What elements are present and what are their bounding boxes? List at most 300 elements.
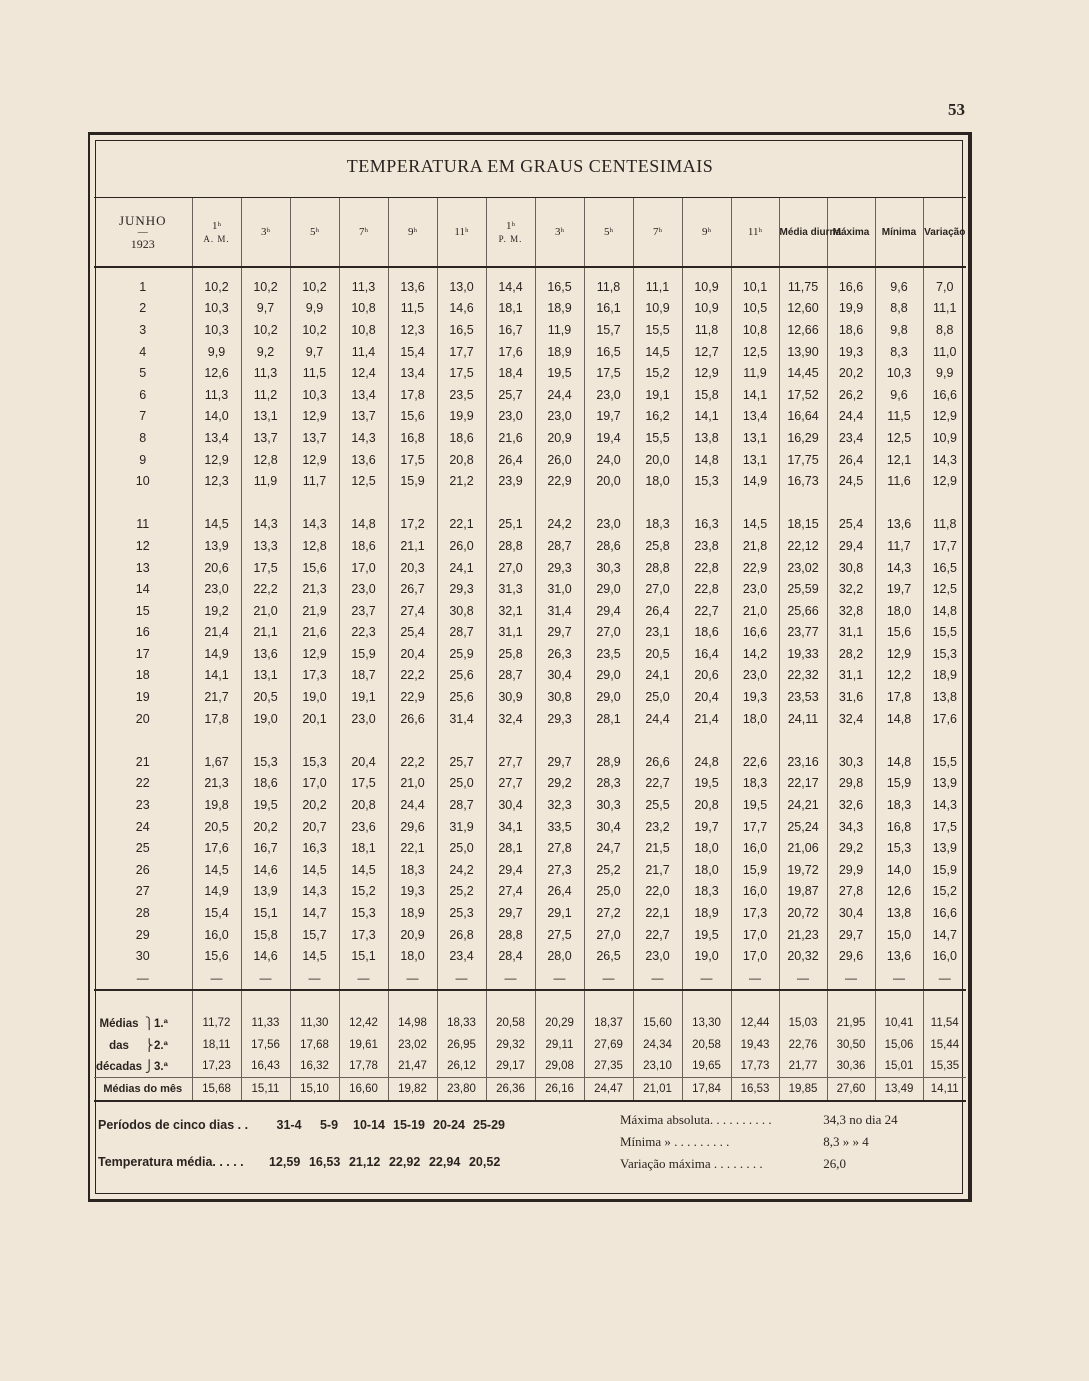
decade-value-cell: 19,43 xyxy=(731,1034,779,1056)
min-header-label: Mínima xyxy=(881,227,917,238)
day-cell: 7 xyxy=(139,409,147,424)
value-cell: 21,7 xyxy=(192,686,241,708)
decade-value-cell: 11,54 xyxy=(923,1012,966,1034)
value-cell: 15,9 xyxy=(339,643,388,665)
value-cell: 14,1 xyxy=(192,665,241,687)
value-cell: 16,8 xyxy=(388,427,437,449)
gap-cell xyxy=(682,492,731,514)
value-cell: 23,0 xyxy=(339,708,388,730)
value-cell: 16,7 xyxy=(241,837,290,859)
value-cell: 15,1 xyxy=(339,945,388,967)
decade-value-cell: 17,23 xyxy=(192,1055,241,1077)
value-cell: 12,8 xyxy=(290,535,339,557)
value-cell: 15,2 xyxy=(339,881,388,903)
value-cell: 18,6 xyxy=(241,773,290,795)
month-mean-cell: 16,53 xyxy=(731,1077,779,1100)
value-cell: 26,7 xyxy=(388,578,437,600)
value-cell: 21,6 xyxy=(486,427,535,449)
max-abs-value: 34,3 no dia 24 xyxy=(823,1112,898,1127)
value-cell: 24,4 xyxy=(827,406,875,428)
value-cell: 18,0 xyxy=(633,470,682,492)
day-cell: 13 xyxy=(135,560,150,575)
value-cell: 22,1 xyxy=(388,837,437,859)
table-row xyxy=(94,362,966,384)
sep-cell xyxy=(192,990,241,1013)
value-cell: 14,8 xyxy=(923,600,966,622)
hour-label: 7ʰ xyxy=(358,226,369,238)
hour-header-6 xyxy=(486,198,535,268)
value-cell: 16,73 xyxy=(779,470,827,492)
hour-header-7 xyxy=(535,198,584,268)
value-cell: 18,3 xyxy=(682,881,731,903)
value-cell: 18,6 xyxy=(682,622,731,644)
table-row xyxy=(94,751,966,773)
day-cell: 4 xyxy=(139,344,147,359)
hour-label: 11ʰ xyxy=(454,226,469,238)
max-header xyxy=(827,198,875,268)
min-row xyxy=(620,1134,898,1156)
value-cell: 16,6 xyxy=(827,267,875,298)
value-cell: 15,4 xyxy=(192,902,241,924)
dash-cell: — xyxy=(535,967,584,990)
period-value: 10-14 xyxy=(353,1118,385,1132)
gap-cell xyxy=(779,492,827,514)
value-cell: 19,1 xyxy=(633,384,682,406)
value-cell: 23,0 xyxy=(633,945,682,967)
value-cell: 12,7 xyxy=(682,341,731,363)
value-cell: 14,6 xyxy=(241,859,290,881)
value-cell: 27,4 xyxy=(388,600,437,622)
decade-value-cell: 18,33 xyxy=(437,1012,486,1034)
hour-header-5 xyxy=(437,198,486,268)
value-cell: 10,9 xyxy=(682,267,731,298)
value-cell: 27,8 xyxy=(535,837,584,859)
value-cell: 10,3 xyxy=(192,319,241,341)
table-row xyxy=(94,535,966,557)
value-cell: 22,0 xyxy=(633,881,682,903)
decade-value-cell: 29,17 xyxy=(486,1055,535,1077)
gap-cell xyxy=(241,492,290,514)
month-mean-row xyxy=(94,1077,966,1100)
value-cell: 19,33 xyxy=(779,643,827,665)
value-cell: 30,8 xyxy=(437,600,486,622)
value-cell: 24,1 xyxy=(437,557,486,579)
decade-value-cell: 30,36 xyxy=(827,1055,875,1077)
value-cell: 13,4 xyxy=(731,406,779,428)
gap-cell xyxy=(437,729,486,751)
value-cell: 23,7 xyxy=(339,600,388,622)
value-cell: 14,9 xyxy=(192,643,241,665)
sep-cell xyxy=(437,990,486,1013)
month-label: JUNHO xyxy=(118,212,167,228)
value-cell: 13,4 xyxy=(388,362,437,384)
sep-cell xyxy=(388,990,437,1013)
value-cell: 12,1 xyxy=(875,449,923,471)
value-cell: 1,67 xyxy=(192,751,241,773)
gap-cell xyxy=(388,492,437,514)
value-cell: 16,5 xyxy=(584,341,633,363)
value-cell: 25,3 xyxy=(437,902,486,924)
day-cell: 9 xyxy=(139,452,147,467)
daily-mean-header xyxy=(779,198,842,268)
value-cell: 23,0 xyxy=(535,406,584,428)
gap-cell xyxy=(827,492,875,514)
value-cell: 14,0 xyxy=(875,859,923,881)
value-cell: 20,7 xyxy=(290,816,339,838)
decade-value-cell: 12,44 xyxy=(731,1012,779,1034)
gap-cell xyxy=(437,492,486,514)
decade-value-cell: 15,44 xyxy=(923,1034,966,1056)
value-cell: 14,5 xyxy=(339,859,388,881)
decade-ordinal: 3.ª xyxy=(154,1061,168,1074)
max-abs-row xyxy=(620,1112,898,1134)
value-cell: 18,3 xyxy=(875,794,923,816)
value-cell: 29,8 xyxy=(827,773,875,795)
value-cell: 18,6 xyxy=(827,319,875,341)
table-row xyxy=(94,837,966,859)
value-cell: 20,6 xyxy=(192,557,241,579)
value-cell: 28,8 xyxy=(633,557,682,579)
value-cell: 28,9 xyxy=(584,751,633,773)
day-cell: 5 xyxy=(139,366,147,381)
value-cell: 26,8 xyxy=(437,924,486,946)
value-cell: 13,1 xyxy=(731,449,779,471)
value-cell: 25,8 xyxy=(633,535,682,557)
value-cell: 23,0 xyxy=(339,578,388,600)
value-cell: 22,7 xyxy=(682,600,731,622)
value-cell: 9,7 xyxy=(241,298,290,320)
value-cell: 17,3 xyxy=(731,902,779,924)
max-header-label: Máxima xyxy=(832,227,870,238)
value-cell: 18,0 xyxy=(682,837,731,859)
value-cell: 20,9 xyxy=(388,924,437,946)
value-cell: 15,3 xyxy=(875,837,923,859)
table-row xyxy=(94,686,966,708)
value-cell: 13,1 xyxy=(241,665,290,687)
value-cell: 23,5 xyxy=(584,643,633,665)
value-cell: 24,1 xyxy=(633,665,682,687)
value-cell: 21,3 xyxy=(192,773,241,795)
value-cell: 12,9 xyxy=(875,643,923,665)
value-cell: 18,9 xyxy=(923,665,966,687)
value-cell: 14,1 xyxy=(731,384,779,406)
value-cell: 24,5 xyxy=(827,470,875,492)
gap-cell xyxy=(923,492,966,514)
value-cell: 13,9 xyxy=(241,881,290,903)
value-cell: 27,0 xyxy=(584,924,633,946)
value-cell: 30,4 xyxy=(535,665,584,687)
value-cell: 28,0 xyxy=(535,945,584,967)
dash-cell: — xyxy=(192,967,241,990)
value-cell: 23,0 xyxy=(731,665,779,687)
value-cell: 10,9 xyxy=(633,298,682,320)
gap-cell xyxy=(535,729,584,751)
value-cell: 30,8 xyxy=(535,686,584,708)
value-cell: 8,8 xyxy=(875,298,923,320)
value-cell: 11,5 xyxy=(388,298,437,320)
mean-temp-value: 12,59 xyxy=(268,1155,301,1169)
value-cell: 9,6 xyxy=(875,267,923,298)
value-cell: 22,12 xyxy=(779,535,827,557)
value-cell: 29,9 xyxy=(827,859,875,881)
value-cell: 28,1 xyxy=(584,708,633,730)
value-cell: 25,0 xyxy=(584,881,633,903)
value-cell: 9,9 xyxy=(192,341,241,363)
value-cell: 23,0 xyxy=(584,384,633,406)
decade-value-cell: 17,56 xyxy=(241,1034,290,1056)
value-cell: 20,2 xyxy=(290,794,339,816)
value-cell: 20,5 xyxy=(192,816,241,838)
value-cell: 24,7 xyxy=(584,837,633,859)
decade-value-cell: 16,43 xyxy=(241,1055,290,1077)
gap-cell xyxy=(535,492,584,514)
gap-cell xyxy=(682,729,731,751)
value-cell: 22,9 xyxy=(535,470,584,492)
value-cell: 34,1 xyxy=(486,816,535,838)
value-cell: 28,8 xyxy=(486,535,535,557)
value-cell: 16,1 xyxy=(584,298,633,320)
decade-value-cell: 29,11 xyxy=(535,1034,584,1056)
value-cell: 13,6 xyxy=(388,267,437,298)
value-cell: 29,0 xyxy=(584,686,633,708)
value-cell: 18,9 xyxy=(535,298,584,320)
dash-cell: — xyxy=(339,967,388,990)
day-cell: 30 xyxy=(135,949,150,964)
period-value: 25-29 xyxy=(473,1118,505,1132)
value-cell: 18,0 xyxy=(682,859,731,881)
value-cell: 12,5 xyxy=(923,578,966,600)
decade-value-cell: 21,47 xyxy=(388,1055,437,1077)
value-cell: 23,02 xyxy=(779,557,827,579)
value-cell: 13,9 xyxy=(192,535,241,557)
sep-cell xyxy=(779,990,827,1013)
value-cell: 14,3 xyxy=(875,557,923,579)
value-cell: 12,5 xyxy=(339,470,388,492)
decade-value-cell: 15,01 xyxy=(875,1055,923,1077)
value-cell: 29,4 xyxy=(486,859,535,881)
value-cell: 16,7 xyxy=(486,319,535,341)
decade-value-cell: 17,78 xyxy=(339,1055,388,1077)
value-cell: 27,3 xyxy=(535,859,584,881)
value-cell: 14,0 xyxy=(192,406,241,428)
decade-value-cell: 23,10 xyxy=(633,1055,682,1077)
decade-value-cell: 15,60 xyxy=(633,1012,682,1034)
value-cell: 25,9 xyxy=(437,643,486,665)
value-cell: 22,1 xyxy=(633,902,682,924)
brace-glyph: ⎫ xyxy=(144,1017,154,1030)
value-cell: 19,2 xyxy=(192,600,241,622)
decade-label-word: das xyxy=(109,1039,129,1052)
value-cell: 16,0 xyxy=(192,924,241,946)
min-label: Mínima » . . . . . . . . . xyxy=(620,1134,730,1149)
value-cell: 14,8 xyxy=(339,514,388,536)
value-cell: 14,5 xyxy=(192,859,241,881)
value-cell: 17,6 xyxy=(486,341,535,363)
hour-label: 1ʰ xyxy=(211,220,222,232)
value-cell: 17,5 xyxy=(241,557,290,579)
value-cell: 15,6 xyxy=(192,945,241,967)
value-cell: 18,9 xyxy=(388,902,437,924)
gap-cell xyxy=(486,492,535,514)
value-cell: 23,0 xyxy=(486,406,535,428)
value-cell: 22,2 xyxy=(388,665,437,687)
value-cell: 19,87 xyxy=(779,881,827,903)
day-cell: 8 xyxy=(139,430,147,445)
value-cell: 11,75 xyxy=(779,267,827,298)
value-cell: 23,16 xyxy=(779,751,827,773)
day-cell: 14 xyxy=(135,582,150,597)
variation-header-label: Variação xyxy=(924,227,966,238)
value-cell: 12,5 xyxy=(731,341,779,363)
value-cell: 11,9 xyxy=(535,319,584,341)
day-cell: 15 xyxy=(135,603,150,618)
gap-cell xyxy=(584,729,633,751)
value-cell: 31,9 xyxy=(437,816,486,838)
value-cell: 20,3 xyxy=(388,557,437,579)
value-cell: 13,3 xyxy=(241,535,290,557)
value-cell: 33,5 xyxy=(535,816,584,838)
value-cell: 29,4 xyxy=(584,600,633,622)
value-cell: 13,0 xyxy=(437,267,486,298)
table-row xyxy=(94,773,966,795)
daily-mean-header-label: Média diurna xyxy=(779,227,842,238)
value-cell: 23,77 xyxy=(779,622,827,644)
table-row xyxy=(94,406,966,428)
value-cell: 10,8 xyxy=(731,319,779,341)
value-cell: 30,8 xyxy=(827,557,875,579)
var-value: 26,0 xyxy=(823,1156,846,1171)
value-cell: 27,7 xyxy=(486,751,535,773)
value-cell: 12,6 xyxy=(192,362,241,384)
value-cell: 11,5 xyxy=(290,362,339,384)
value-cell: 17,8 xyxy=(388,384,437,406)
value-cell: 10,1 xyxy=(731,267,779,298)
value-cell: 13,4 xyxy=(339,384,388,406)
value-cell: 15,2 xyxy=(923,881,966,903)
value-cell: 25,0 xyxy=(437,837,486,859)
value-cell: 23,53 xyxy=(779,686,827,708)
value-cell: 32,6 xyxy=(827,794,875,816)
mean-temp-label: Temperatura média. . . . . xyxy=(98,1155,244,1169)
value-cell: 10,2 xyxy=(192,267,241,298)
value-cell: 26,4 xyxy=(827,449,875,471)
value-cell: 25,24 xyxy=(779,816,827,838)
value-cell: 24,2 xyxy=(437,859,486,881)
value-cell: 22,17 xyxy=(779,773,827,795)
value-cell: 13,6 xyxy=(241,643,290,665)
value-cell: 17,8 xyxy=(192,708,241,730)
value-cell: 24,21 xyxy=(779,794,827,816)
sep-cell xyxy=(339,990,388,1013)
value-cell: 12,2 xyxy=(875,665,923,687)
value-cell: 14,3 xyxy=(339,427,388,449)
value-cell: 14,6 xyxy=(241,945,290,967)
value-cell: 15,8 xyxy=(241,924,290,946)
dash-cell: — xyxy=(875,967,923,990)
month-mean-cell: 15,10 xyxy=(290,1077,339,1100)
value-cell: 23,0 xyxy=(584,514,633,536)
value-cell: 19,9 xyxy=(827,298,875,320)
decade-value-cell: 21,77 xyxy=(779,1055,827,1077)
sep-cell xyxy=(923,990,966,1013)
value-cell: 28,2 xyxy=(827,643,875,665)
value-cell: 20,6 xyxy=(682,665,731,687)
value-cell: 28,7 xyxy=(486,665,535,687)
value-cell: 12,9 xyxy=(192,449,241,471)
value-cell: 12,8 xyxy=(241,449,290,471)
value-cell: 18,9 xyxy=(682,902,731,924)
value-cell: 11,3 xyxy=(192,384,241,406)
value-cell: 29,1 xyxy=(535,902,584,924)
value-cell: 29,0 xyxy=(584,665,633,687)
value-cell: 31,1 xyxy=(827,665,875,687)
decade-mean-row xyxy=(94,1034,966,1056)
value-cell: 20,4 xyxy=(682,686,731,708)
table-row xyxy=(94,794,966,816)
mean-temp-line xyxy=(98,1155,505,1169)
value-cell: 17,7 xyxy=(923,535,966,557)
value-cell: 26,3 xyxy=(535,643,584,665)
table-row xyxy=(94,622,966,644)
decade-value-cell: 29,08 xyxy=(535,1055,584,1077)
day-cell: 19 xyxy=(135,690,150,705)
month-mean-cell: 14,11 xyxy=(923,1077,966,1100)
dash-cell: — xyxy=(136,970,149,985)
decade-label xyxy=(94,1034,192,1056)
value-cell: 22,9 xyxy=(388,686,437,708)
value-cell: 12,5 xyxy=(875,427,923,449)
dash-cell: — xyxy=(827,967,875,990)
gap-cell xyxy=(827,729,875,751)
decade-value-cell: 18,11 xyxy=(192,1034,241,1056)
value-cell: 7,0 xyxy=(923,267,966,298)
decade-value-cell: 11,33 xyxy=(241,1012,290,1034)
value-cell: 12,9 xyxy=(290,449,339,471)
value-cell: 22,32 xyxy=(779,665,827,687)
value-cell: 11,8 xyxy=(923,514,966,536)
value-cell: 23,6 xyxy=(339,816,388,838)
value-cell: 23,4 xyxy=(827,427,875,449)
value-cell: 25,5 xyxy=(633,794,682,816)
value-cell: 11,9 xyxy=(241,470,290,492)
hour-label: 3ʰ xyxy=(554,226,565,238)
value-cell: 27,2 xyxy=(584,902,633,924)
value-cell: 14,3 xyxy=(290,881,339,903)
gap-cell xyxy=(731,492,779,514)
value-cell: 23,0 xyxy=(192,578,241,600)
decade-value-cell: 15,03 xyxy=(779,1012,827,1034)
value-cell: 20,0 xyxy=(633,449,682,471)
value-cell: 14,3 xyxy=(290,514,339,536)
value-cell: 19,4 xyxy=(584,427,633,449)
value-cell: 13,7 xyxy=(290,427,339,449)
decade-value-cell: 10,41 xyxy=(875,1012,923,1034)
value-cell: 9,6 xyxy=(875,384,923,406)
value-cell: 20,32 xyxy=(779,945,827,967)
value-cell: 17,0 xyxy=(290,773,339,795)
value-cell: 30,3 xyxy=(584,794,633,816)
value-cell: 18,0 xyxy=(388,945,437,967)
value-cell: 26,2 xyxy=(827,384,875,406)
value-cell: 17,7 xyxy=(437,341,486,363)
value-cell: 14,4 xyxy=(486,267,535,298)
table-row xyxy=(94,924,966,946)
value-cell: 29,3 xyxy=(437,578,486,600)
decade-ordinal: 2.ª xyxy=(154,1039,168,1052)
month-mean-cell: 26,36 xyxy=(486,1077,535,1100)
value-cell: 25,7 xyxy=(486,384,535,406)
decade-value-cell: 30,50 xyxy=(827,1034,875,1056)
